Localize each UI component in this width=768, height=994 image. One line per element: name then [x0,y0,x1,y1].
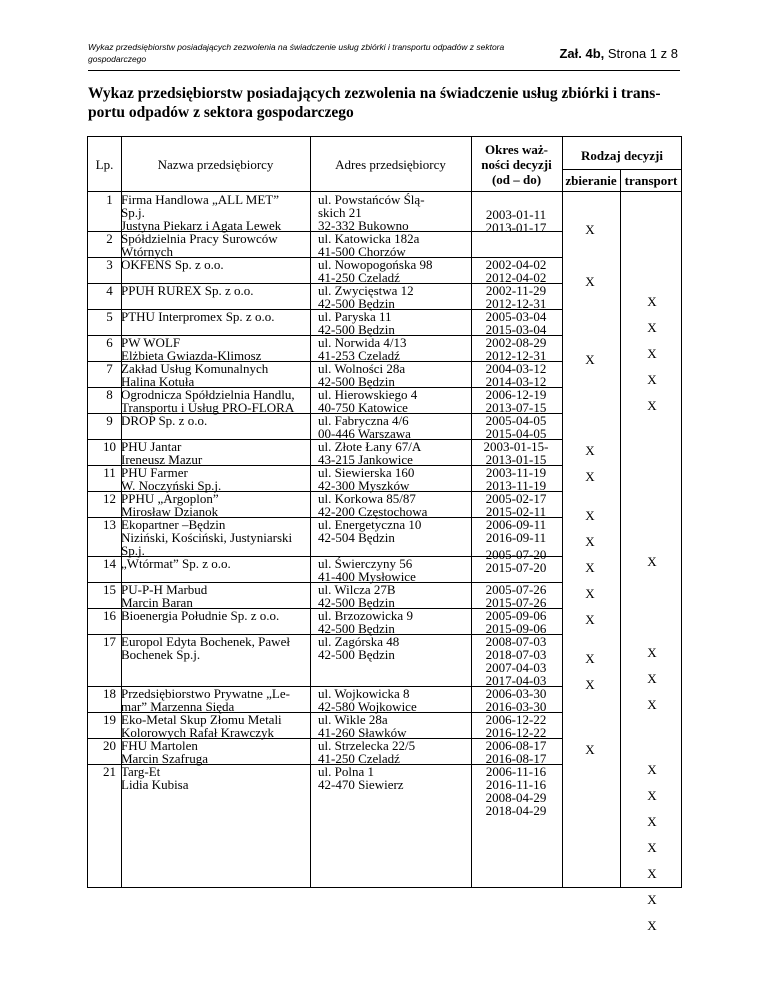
validity-period-line: 2006-08-17 [485,738,547,753]
row-number-line: 20 [103,738,116,753]
validity-period-line: 2004-03-12 [485,361,547,376]
validity-period [473,414,559,440]
company-name-line: OKFENS Sp. z o.o. [121,257,224,272]
row-number-line: 18 [103,686,116,701]
company-name [121,713,311,739]
validity-period-line: 2005-04-05 [485,413,547,428]
company-address [318,284,468,310]
company-address-line: 32-332 Bukowno [318,218,409,233]
company-name-line: Eko-Metal Skup Złomu Metali [121,712,282,727]
company-name-line: Transportu i Usług PRO-FLORA [121,400,295,415]
company-name-line: Lidia Kubisa [121,777,189,792]
company-name [121,284,311,297]
transport-mark: X [647,866,657,881]
validity-period [473,284,559,310]
company-name-line: PPHU „Argoplon” [121,491,219,506]
validity-period [473,208,559,234]
company-name-line: Halina Kotuła [121,374,195,389]
company-name [121,466,311,492]
company-address [318,232,468,258]
collection-mark: X [585,651,595,666]
company-name-line: Zakład Usług Komunalnych [121,361,269,376]
company-address-line: 41-253 Czeladź [318,348,400,363]
validity-header [471,142,562,187]
collection-mark: X [585,508,595,523]
company-name-line: „Wtórmat” Sp. z o.o. [121,556,231,571]
lp-header: Lp. [95,157,114,172]
validity-period-line: 2015-07-20 [485,560,547,575]
company-address-line: ul. Zagórska 48 [318,634,400,649]
collection-mark: X [585,274,595,289]
validity-period-line: 2002-08-29 [485,335,547,350]
name-header: Nazwa przedsiębiorcy [157,157,274,172]
company-address [318,635,468,661]
company-name-line: Spółdzielnia Pracy Surowców [121,231,278,246]
company-name-line: Firma Handlowa „ALL MET” [121,192,279,207]
company-address-line: ul. Energetyczna 10 [318,517,422,532]
company-name [121,414,311,427]
address-header: Adres przedsiębiorcy [335,157,446,172]
company-name-line: PTHU Interpromex Sp. z o.o. [121,309,275,324]
company-name-line: Sp.j. [121,543,145,558]
company-name-line: FHU Martolen [121,738,198,753]
company-name-line: Ekopartner –Będzin [121,517,226,532]
validity-period [473,713,559,739]
transport-mark: X [647,398,657,413]
validity-period [473,518,559,544]
column-divider [562,137,563,887]
company-address [318,687,468,713]
collection-mark: X [585,222,595,237]
validity-period-line: 2006-12-19 [485,387,547,402]
column-divider [620,169,621,887]
validity-period-line: 2005-09-06 [485,608,547,623]
transport-mark: X [647,762,657,777]
row-number-line: 15 [103,582,116,597]
company-name [121,518,311,557]
transport-mark: X [647,320,657,335]
validity-period-line: 2002-11-29 [485,283,547,298]
validity-period-line: 2002-04-02 [485,257,547,272]
company-address-line: ul. Fabryczna 4/6 [318,413,409,428]
validity-period [473,765,559,791]
company-address [318,518,468,544]
company-name-line: Przedsiębiorstwo Prywatne „Le- [121,686,290,701]
validity-period [473,661,559,687]
validity-period-line: 2015-09-06 [485,621,547,636]
company-address-line: ul. Korkowa 85/87 [318,491,416,506]
company-name [121,687,311,713]
company-address-line: ul. Świerczyny 56 [318,556,413,571]
company-name [121,739,311,765]
collection-mark: X [585,586,595,601]
validity-period [473,388,559,414]
validity-period [473,687,559,713]
company-address [318,739,468,765]
company-name-line: Bochenek Sp.j. [121,647,201,662]
company-name [121,362,311,388]
company-address-line: 41-400 Mysłowice [318,569,416,584]
company-address-line: ul. Polna 1 [318,764,374,779]
company-address-line: ul. Powstańców Ślą- [318,192,425,207]
transport-header: transport [624,173,678,188]
company-address-line: 43-215 Jankowice [318,452,413,467]
row-number-line: 4 [106,283,113,298]
company-name-line: Marcin Baran [121,595,193,610]
company-address-line: 42-500 Będzin [318,296,395,311]
company-name-line: Targ-Et [121,764,161,779]
document-title [88,84,688,122]
collection-header: zbieranie [565,173,617,188]
validity-period-line: 2006-11-16 [485,764,547,779]
companies-table [87,136,682,933]
company-name-line: Ireneusz Mazur [121,452,203,467]
company-name [121,232,311,258]
validity-period-line: 2018-04-29 [485,803,547,818]
company-name-line: Kolorowych Rafał Krawczyk [121,725,275,740]
validity-period-line: 2003-01-15- [483,439,549,454]
company-address [318,609,468,635]
collection-mark: X [585,612,595,627]
company-address-line: 41-500 Chorzów [318,244,406,259]
company-address-line: ul. Wilcza 27B [318,582,396,597]
validity-header-line: ności decyzji [481,157,552,172]
company-name-line: PU-P-H Marbud [121,582,208,597]
row-number-line: 7 [106,361,113,376]
transport-mark: X [647,697,657,712]
company-name [121,609,311,622]
validity-period-line: 2013-07-15 [485,400,547,415]
company-address-line: ul. Zwycięstwa 12 [318,283,414,298]
validity-period-line: 2012-12-31 [485,296,547,311]
validity-period-line: 2003-01-11 [485,207,547,222]
company-address [318,557,468,583]
collection-mark: X [585,677,595,692]
company-name-line: Sp.j. [121,205,145,220]
company-address [318,362,468,388]
validity-period [473,440,559,466]
company-address [318,492,468,518]
company-address-line: 42-500 Będzin [318,322,395,337]
validity-period-line: 2003-11-19 [485,465,547,480]
company-address [318,583,468,609]
company-address-line: 42-500 Będzin [318,621,395,636]
validity-period-line: 2017-04-03 [485,673,547,688]
transport-mark: X [647,814,657,829]
transport-mark: X [647,671,657,686]
company-address [318,765,468,791]
company-address-line: ul. Katowicka 182a [318,231,420,246]
company-address-line: ul. Hierowskiego 4 [318,387,418,402]
validity-period-line: 2015-04-05 [485,426,547,441]
row-number-line: 11 [103,465,116,480]
row-number-line: 2 [106,231,113,246]
validity-period-line: 2005-03-04 [485,309,547,324]
company-name [121,440,311,466]
company-address-line: 41-250 Czeladź [318,270,400,285]
company-address-line: 42-200 Częstochowa [318,504,428,519]
company-name-line: Ogrodnicza Spółdzielnia Handlu, [121,387,295,402]
validity-period-line: 2016-12-22 [485,725,547,740]
validity-period-line: 2016-09-11 [485,530,547,545]
validity-period-line: 2013-01-15 [485,452,547,467]
row-number-line: 14 [103,556,116,571]
company-name-line: Marcin Szafruga [121,751,208,766]
row-number-line: 8 [106,387,113,402]
transport-mark: X [647,554,657,569]
validity-period-line: 2016-03-30 [485,699,547,714]
company-address [318,193,468,232]
company-address-line: ul. Brzozowicka 9 [318,608,413,623]
validity-header-line: Okres waż- [485,142,548,157]
company-address-line: 42-470 Siewierz [318,777,404,792]
collection-mark: X [585,742,595,757]
company-name-line: Europol Edyta Bochenek, Paweł [121,634,290,649]
validity-period-line: 2006-09-11 [485,517,547,532]
company-address [318,414,468,440]
company-address-line: ul. Wojkowicka 8 [318,686,410,701]
company-address [318,336,468,362]
validity-period [473,362,559,388]
collection-mark: X [585,443,595,458]
validity-period [473,791,559,817]
transport-mark: X [647,346,657,361]
company-address-line: ul. Norwida 4/13 [318,335,407,350]
company-address-line: 42-504 Będzin [318,530,395,545]
company-address-line: ul. Wolności 28a [318,361,406,376]
row-number-line: 6 [106,335,113,350]
company-name [121,635,311,661]
company-address-line: ul. Strzelecka 22/5 [318,738,416,753]
company-name [121,310,311,323]
row-number-line: 13 [103,517,116,532]
company-address [318,466,468,492]
validity-period-line: 2014-03-12 [485,374,547,389]
document-title-line: portu odpadów z sektora gospodarczego [88,104,354,121]
company-address-line: ul. Nowopogońska 98 [318,257,433,272]
attachment-label: Zał. 4b, [559,46,605,61]
header-document-title: Wykaz przedsiębiorstw posiadających zezwolenia na świadczenie usług zbiórki i transportu odpadów z sektora gospodarczego [88,42,505,64]
validity-period [473,548,559,574]
validity-period-line: 2007-04-03 [485,660,547,675]
validity-period-line: 2005-07-26 [485,582,547,597]
company-name [121,492,311,518]
validity-period-line: 2016-08-17 [485,751,547,766]
company-address [318,713,468,739]
row-number-line: 17 [103,634,116,649]
company-name [121,557,311,570]
transport-mark: X [647,892,657,907]
row-number-line: 21 [103,764,116,779]
collection-mark: X [585,469,595,484]
header-subdivider [562,169,681,170]
company-name-line: Elżbieta Gwiazda-Klimosz [121,348,262,363]
column-divider [471,137,472,887]
validity-period-line: 2015-02-11 [485,504,547,519]
row-number-line: 9 [106,413,113,428]
row-number-line: 5 [106,309,113,324]
company-name-line: Bioenergia Południe Sp. z o.o. [121,608,280,623]
company-name-line: W. Noczyński Sp.j. [121,478,222,493]
company-name-line: PPUH RUREX Sp. z o.o. [121,283,254,298]
validity-period-line: 2012-04-02 [485,270,547,285]
company-address-line: 40-750 Katowice [318,400,408,415]
validity-period-line: 2016-11-16 [485,777,547,792]
row-number-line: 1 [106,192,113,207]
validity-period [473,609,559,635]
page-header [88,40,680,71]
company-name-line: Niziński, Kościński, Justyniarski [121,530,293,545]
validity-period-line: 2012-12-31 [485,348,547,363]
company-address-line: 41-250 Czeladź [318,751,400,766]
company-address [318,388,468,414]
company-address-line: 41-260 Sławków [318,725,407,740]
company-address-line: ul. Siewierska 160 [318,465,415,480]
company-name [121,258,311,271]
company-name [121,765,311,791]
validity-period-line: 2013-11-19 [485,478,547,493]
company-address-line: ul. Wikle 28a [318,712,388,727]
validity-period-line: 2006-12-22 [485,712,547,727]
header-page-info [559,46,678,61]
validity-period-line: 2006-03-30 [485,686,547,701]
validity-period [473,739,559,765]
validity-period [473,258,559,284]
collection-mark: X [585,352,595,367]
validity-period [473,635,559,661]
transport-mark: X [647,788,657,803]
company-name-line: PW WOLF [121,335,181,350]
company-name-line: DROP Sp. z o.o. [121,413,208,428]
row-number-line: 3 [106,257,113,272]
validity-period [473,466,559,492]
company-address-line: 42-500 Będzin [318,647,395,662]
validity-period-line: 2015-07-26 [485,595,547,610]
company-address-line: 42-500 Będzin [318,595,395,610]
company-name [121,388,311,414]
transport-mark: X [647,294,657,309]
transport-mark: X [647,372,657,387]
company-name-line: Wtórnych [121,244,173,259]
company-address-line: ul. Złote Łany 67/A [318,439,422,454]
row-number-line: 16 [103,608,116,623]
row-number-line: 10 [103,439,116,454]
transport-mark: X [647,918,657,933]
company-name-line: Mirosław Dzianok [121,504,219,519]
company-name [121,336,311,362]
validity-period-line: 2008-07-03 [485,634,547,649]
validity-period [473,336,559,362]
company-address-line: 42-300 Myszków [318,478,410,493]
company-name-line: PHU Farmer [121,465,188,480]
validity-header-line: (od – do) [491,172,542,187]
validity-period-line: 2018-07-03 [485,647,547,662]
company-name-line: mar” Marzenna Sięda [121,699,235,714]
company-address-line: 42-580 Wojkowice [318,699,417,714]
row-number-line: 19 [103,712,116,727]
page-number: Strona 1 z 8 [607,46,678,61]
validity-period-line: 2005-02-17 [485,491,547,506]
validity-period [473,583,559,609]
validity-period [473,492,559,518]
transport-mark: X [647,840,657,855]
collection-mark: X [585,534,595,549]
company-address-line: 42-500 Będzin [318,374,395,389]
company-name-line: Justyna Piekarz i Agata Lewek [121,218,282,233]
company-name-line: PHU Jantar [121,439,182,454]
company-address [318,258,468,284]
company-name [121,193,311,232]
validity-period-line: 2008-04-29 [485,790,547,805]
company-address-line: 00-446 Warszawa [318,426,411,441]
validity-period-line: 2013-01-17 [485,220,547,235]
company-address [318,310,468,336]
row-number-line: 12 [103,491,116,506]
validity-period [473,310,559,336]
decision-type-header: Rodzaj decyzji [581,148,663,163]
company-name [121,583,311,609]
document-title-line: Wykaz przedsiębiorstw posiadających zezwolenia na świadczenie usług zbiórki i trans- [88,85,661,102]
company-address-line: ul. Paryska 11 [318,309,392,324]
validity-period-line: 2015-03-04 [485,322,547,337]
collection-mark: X [585,560,595,575]
transport-mark: X [647,645,657,660]
validity-period-line: 2005-07-20 [485,547,547,562]
company-address-line: skich 21 [318,205,362,220]
company-address [318,440,468,466]
